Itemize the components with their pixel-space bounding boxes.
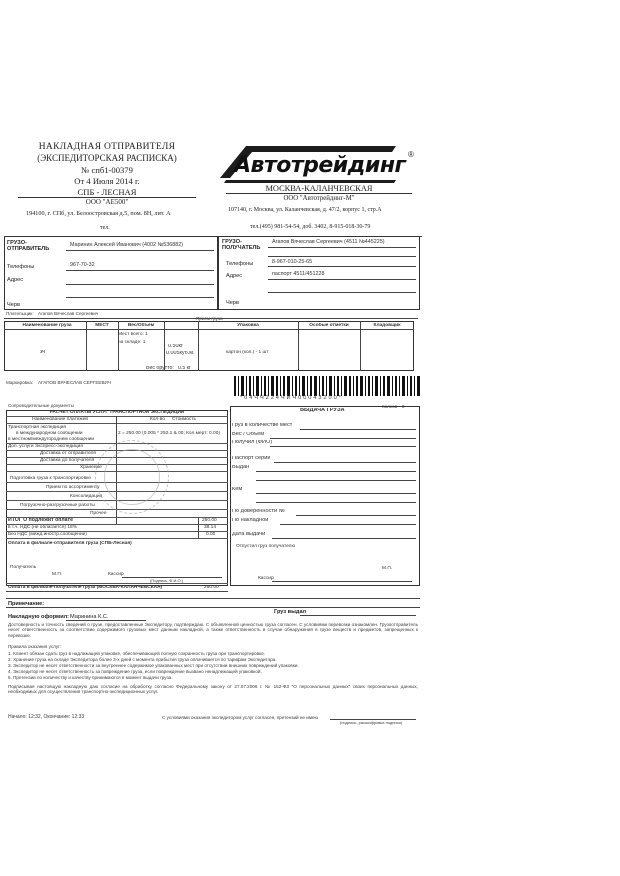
sender-phone-label: Телефоны [7,264,35,270]
payment-sender-branch: Оплата в филиале-отправителя груза (СПБ-Лесная) [8,541,132,546]
sender-phone-value: 967-70-32 [70,262,95,268]
notes-rule: 1. Клиент обязан сдать груз в надлежащей упаковке, обеспечивающей полную сохранность груза при транспортировке. [8,651,266,656]
receiver-label-line1: ГРУЗО- [222,239,242,245]
cargo-col-storekeeper: Кладовщик [373,323,401,328]
payment-total-value: 250.00 [202,518,217,523]
payment-row: Доп. услуги Экспресс-экспедиция [8,444,83,449]
waybill-title-line2: (ЭКСПЕДИТОРСКАЯ РАСПИСКА) [37,153,177,163]
payment-receiver-branch: Оплата в филиале-получателе груза (МОСКВА-КАЛАНЧЕВСКАЯ) [8,585,163,590]
barcode [234,376,420,396]
marking-label: Маркировка: [6,380,34,385]
barcode-text: * 0 4 Ч Ч 2 2 4 Ч Й Ч 0 0 0 4 3 2 0 0 * [240,395,342,401]
payment-row: Прочее [90,511,107,516]
sender-label-line1: ГРУЗО- [7,240,27,246]
delivery-cashier-label: Кассир [258,576,274,581]
places-label: Колсов [382,404,398,409]
payer-label: Плательщик: [6,311,34,316]
delivery-power: По доверенности № [232,509,285,514]
receiver-address-label: Адрес [226,273,243,279]
cargo-gross-label: Вес брутто: [146,366,174,371]
cargo-name: зч [40,350,46,355]
payment-row: Доставка от отправителя [40,451,96,456]
payment-nds-label: Без НДС (межд.иностр.сообщение) [8,532,87,537]
notes-rule: 3. Экспедитор не несет ответственности за внутреннее содержимое упакованных мест при отсутствии внешних повреждений упаковки. [8,663,299,668]
notes-paragraph2: Подписывая настоящую накладную даю согласие на обработку согласно Федеральному закону от 27.07.2006 г. № 152-ФЗ "О персональных данных" своих персональных данных, необходимых для осуществления транспортно-экспедиционных услуг. [8,684,418,695]
notes-start-end: Начало: 12:32, Окончание: 12:33 [8,714,85,720]
payment-row: Погрузочно-разгрузочные работы [20,503,95,508]
receiver-phone-value: 8-967-010-25-65 [272,259,313,265]
payment-calc: 2 = 250.00 (0.005 * 252.1 & 00; Кол.мерт: 0.00) [118,431,220,436]
delivery-title: ВЫДАЧА ГРУЗА [300,408,345,413]
receiver-company: ООО "Автотрейдинг-М" [283,195,355,202]
payment-row: в международном сообщении [16,431,83,436]
cargo-places-total: Мест всего: 1 [118,332,148,337]
sender-label-line2: ОТПРАВИТЕЛЬ [7,246,50,252]
payment-row: Транспортная экспедиция [8,425,66,430]
places-value: 0 [402,404,405,409]
sender-company: ООО "АЕ500" [85,198,129,206]
payment-recipient-label: Получатель [10,565,37,570]
autotrading-logo [216,140,408,184]
receiver-label-line2: ПОЛУЧАТЕЛЬ [222,245,261,251]
payment-total-label: ИТОГ О подлежит оплате [8,518,73,523]
payment-vat-label: в т.ч. НДС (не облагается) 18% [8,525,77,530]
payment-row: Прием по ассортименту [46,485,100,490]
delivery-received: Получил (ФИО) [232,440,273,445]
cargo-packaging: картон (кол.) - 1 шт [226,350,269,355]
payment-col-cost: Стоимость [172,417,197,422]
delivery-cargo-count: Груз в количестве мест [232,423,293,428]
sender-branch: СПБ - ЛЕСНАЯ [18,187,196,198]
notes-cargo-issued: Груз выдал [274,609,307,615]
notes-sign-hint: (подпись, расшифровка подписи) [340,720,403,725]
payment-cashier-label: Кассир [108,572,124,577]
cargo-col-name: Наименование груза [22,323,72,328]
delivery-given-by: Отпустил груз получателю [236,544,296,549]
notes-accepted-value: Маринина К.С. [70,614,109,620]
sender-address-label: Адрес [7,277,24,283]
notes-label: Примечание: [8,601,45,607]
payment-title: РАСЧЕТ ОПЛАТЫ УСЛУГ ТРАНСПОРТНОЙ ЭКСПЕДИЦИИ [49,410,185,415]
delivery-passport: Паспорт серии [232,456,271,461]
barcode-icon [234,376,420,396]
cargo-gross-value: 0.5 кг [178,366,191,371]
delivery-weight: Вес / Объем [232,432,265,437]
cargo-col-packaging: Упаковка [237,323,259,328]
notes-rule: 5. Претензии по количеству и качеству принимаются в момент выдачи груза. [8,675,173,680]
notes-consent: С условиями оказания экспедитором услуг согласен, претензий не имею [162,715,318,720]
marking-value: АГАПОВ ВЯЧЕСЛАВ СЕРГЕЕВИЧ [38,380,111,385]
cargo-volume: 0.005куб.м. [166,351,195,356]
payment-mp-label: М.П. [52,572,63,577]
receiver-sign-label: Черв [226,300,239,306]
sender-phone: тел. [100,225,110,231]
notes-rule: 2. Хранение груза на складе Экспедитора более 3-х дней с момента прибытия груза оплачивается по тарифам Экспедитора. [8,657,277,662]
waybill-title-line1: НАКЛАДНАЯ ОТПРАВИТЕЛЯ [38,142,176,152]
cargo-weight: 0.50кг [168,344,183,349]
payment-row: Подготовка груза к транспортировке [10,476,91,481]
payment-col-name: Наименование платежей [32,417,88,422]
receiver-branch: МОСКВА-КАЛАНЧЕВСКАЯ [226,184,412,194]
sender-name: Маринин Алексей Иванович (4002 №536882) [70,242,184,248]
payment-row: Доставка до получателя [40,458,95,463]
docs-label: Сопроводительные документы [8,403,74,408]
cargo-places-stock: на складе: 1 [118,340,146,345]
receiver-phone-label: Телефоны [226,261,254,267]
notes-paragraph1: Достоверность и точность сведений о грузе, предоставленные Экспедитору, подтверждаю. С объявленной ценностью груза согласен. С условиями перевозки ознакомлен. Грузоотправитель несет ответственность за соответствие содержимого грузовых мест данным накладной, а также ответственность в случае обнаружения в грузе веществ и предметов, запрещенных к перевозке. [8,622,418,638]
payment-signature-hint: (Подпись, Ф.И.О.) [150,578,184,583]
waybill-number: № спб1-00379 [81,165,133,175]
sender-address: 194100, г. СПб, ул. Белоостровская д.5, пом. 8Н, лит. А [26,210,171,217]
cargo-accept-label: Прием груза [196,316,223,321]
registered-mark: ® [408,150,414,159]
receiver-address-value: паспорт 4511/451228 [272,271,325,277]
receiver-branch-address: 107140, г. Москва, ул. Каланчевская, д. 47/2, корпус 1, стр.А [228,207,382,213]
payment-nds-value: 0.00 [206,532,216,537]
delivery-issued: Выдан [232,465,250,470]
notes-accepted-label: Накладную оформил: [8,614,70,620]
waybill-date: От 4 Июля 2014 г. [74,176,140,186]
payer-value: Агапов Вячеслав Сергеевич [38,311,99,316]
sender-sign-label: Черв [7,302,20,308]
receiver-branch-phone: тел.(495) 981-54-54, доб. 3402, 8-915-018-30-79 [250,224,371,230]
notes-rules-title: Правила оказания услуг: [8,644,62,649]
delivery-by-whom: Кем [232,487,243,492]
logo-text: Автотрейдинг [234,153,406,178]
notes-rule: 4. Экспедитор не несет ответственность за повреждение груза, если повреждение вызвано ненадлежащей упаковкой. [8,669,262,674]
payment-receiver-value: 250.00 [204,585,219,590]
delivery-mp-label: М.П. [382,566,393,571]
payment-col-qty: Кол-во [150,417,165,422]
payment-vat-value: 38.14 [204,525,217,530]
cargo-col-weight: Вес/Объем [127,323,155,328]
payment-row: в местном/междугороднем сообщении [8,437,95,442]
delivery-waybill: По накладной [232,518,269,523]
cargo-col-notes: Особые отметки [309,323,349,328]
cargo-col-places: МЕСТ [95,323,109,328]
payment-row: Консолидация [70,494,103,499]
delivery-date: Дата выдачи [232,532,266,537]
payment-row: Хранение [80,465,102,470]
company-stamp [95,440,169,514]
receiver-name: Агапов Вячеслав Сергеевич (4511 №445225) [272,239,385,245]
